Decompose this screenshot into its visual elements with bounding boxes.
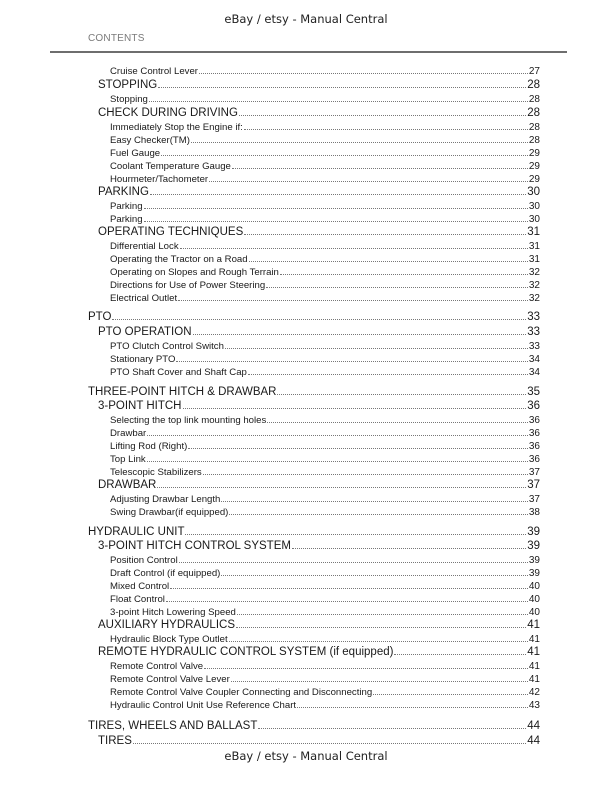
dot-leader bbox=[176, 361, 527, 362]
dot-leader bbox=[221, 575, 527, 576]
toc-entry-title: REMOTE HYDRAULIC CONTROL SYSTEM (if equipped) bbox=[98, 646, 394, 658]
toc-entry-title: Hourmeter/Tachometer bbox=[110, 174, 209, 185]
toc-page-number: 40 bbox=[528, 581, 540, 592]
dot-leader bbox=[237, 614, 528, 615]
toc-page-number: 37 bbox=[528, 467, 540, 478]
toc-entry-title: Operating the Tractor on a Road bbox=[110, 254, 248, 265]
toc-entry-title: STOPPING bbox=[98, 79, 158, 91]
dot-leader bbox=[225, 348, 528, 349]
toc-page-number: 41 bbox=[527, 646, 540, 658]
toc-entry-title: Easy Checker(TM) bbox=[110, 135, 190, 146]
toc-chapter-entry[interactable] bbox=[88, 526, 540, 538]
dot-leader bbox=[144, 221, 528, 222]
toc-page-number: 33 bbox=[527, 311, 540, 323]
toc-page-number: 37 bbox=[528, 494, 540, 505]
toc-subsection-entry[interactable] bbox=[110, 415, 540, 426]
toc-page-number: 33 bbox=[528, 341, 540, 352]
dot-leader bbox=[244, 129, 528, 130]
toc-page-number: 29 bbox=[528, 174, 540, 185]
toc-section-entry[interactable] bbox=[98, 479, 540, 491]
toc-entry-title: Coolant Temperature Gauge bbox=[110, 161, 231, 172]
toc-page-number: 28 bbox=[528, 94, 540, 105]
toc-entry-title: 3-POINT HITCH CONTROL SYSTEM bbox=[98, 540, 291, 552]
toc-entry-title: 3-POINT HITCH bbox=[98, 400, 182, 412]
toc-entry-title: Hydraulic Block Type Outlet bbox=[110, 634, 228, 645]
dot-leader bbox=[373, 694, 528, 695]
toc-entry-title: Cruise Control Lever bbox=[110, 66, 198, 77]
dot-leader bbox=[161, 155, 528, 156]
toc-page-number: 36 bbox=[527, 400, 540, 412]
toc-page-number: 39 bbox=[527, 526, 540, 538]
toc-chapter-entry[interactable] bbox=[88, 311, 540, 323]
dot-leader bbox=[133, 743, 526, 744]
toc-page-number: 28 bbox=[528, 135, 540, 146]
dot-leader bbox=[188, 448, 528, 449]
toc-entry-title: Position Control bbox=[110, 555, 178, 566]
toc-page-number: 39 bbox=[528, 568, 540, 579]
toc-subsection-entry[interactable] bbox=[110, 161, 540, 172]
dot-leader bbox=[185, 534, 526, 535]
toc-entry-title: Immediately Stop the Engine if: bbox=[110, 122, 243, 133]
toc-section-entry[interactable] bbox=[98, 619, 540, 631]
toc-section-entry[interactable] bbox=[98, 107, 540, 119]
toc-page-number: 30 bbox=[527, 186, 540, 198]
toc-entry-title: Hydraulic Control Unit Use Reference Chart bbox=[110, 700, 297, 711]
toc-page-number: 36 bbox=[528, 454, 540, 465]
dot-leader bbox=[249, 261, 528, 262]
dot-leader bbox=[277, 394, 526, 395]
toc-subsection-entry[interactable] bbox=[110, 581, 540, 592]
dot-leader bbox=[229, 514, 527, 515]
toc-entry-title: Electrical Outlet bbox=[110, 293, 178, 304]
dot-leader bbox=[248, 374, 528, 375]
toc-subsection-entry[interactable] bbox=[110, 594, 540, 605]
dot-leader bbox=[183, 408, 527, 409]
toc-entry-title: DRAWBAR bbox=[98, 479, 157, 491]
dot-leader bbox=[231, 681, 528, 682]
dot-leader bbox=[147, 461, 528, 462]
toc-page-number: 32 bbox=[528, 280, 540, 291]
header-divider bbox=[50, 51, 567, 53]
toc-subsection-entry[interactable] bbox=[110, 148, 540, 159]
toc-page-number: 34 bbox=[528, 354, 540, 365]
toc-subsection-entry[interactable] bbox=[110, 66, 540, 77]
dot-leader bbox=[280, 274, 528, 275]
toc-entry-title: Adjusting Drawbar Length bbox=[110, 494, 221, 505]
toc-subsection-entry[interactable] bbox=[110, 661, 540, 672]
toc-entry-title: PTO bbox=[88, 311, 112, 323]
toc-entry-title: CHECK DURING DRIVING bbox=[98, 107, 238, 119]
dot-leader bbox=[170, 588, 528, 589]
toc-section-entry[interactable] bbox=[98, 400, 540, 412]
dot-leader bbox=[166, 601, 528, 602]
dot-leader bbox=[179, 562, 528, 563]
dot-leader bbox=[150, 194, 526, 195]
toc-entry-title: Float Control bbox=[110, 594, 165, 605]
toc-subsection-entry[interactable] bbox=[110, 467, 540, 478]
toc-entry-title: HYDRAULIC UNIT bbox=[88, 526, 185, 538]
dot-leader bbox=[147, 435, 528, 436]
toc-page-number: 36 bbox=[528, 441, 540, 452]
toc-entry-title: Swing Drawbar(if equipped) bbox=[110, 507, 229, 518]
toc-page-number: 29 bbox=[528, 161, 540, 172]
toc-entry-title: PTO Clutch Control Switch bbox=[110, 341, 224, 352]
toc-subsection-entry[interactable] bbox=[110, 201, 540, 212]
toc-page-number: 31 bbox=[528, 241, 540, 252]
dot-leader bbox=[297, 707, 528, 708]
toc-entry-title: Parking bbox=[110, 214, 143, 225]
toc-entry-title: Drawbar bbox=[110, 428, 147, 439]
toc-entry-title: Mixed Control bbox=[110, 581, 170, 592]
toc-subsection-entry[interactable] bbox=[110, 555, 540, 566]
toc-entry-title: Parking bbox=[110, 201, 143, 212]
toc-section-entry[interactable] bbox=[98, 646, 540, 658]
toc-page-number: 28 bbox=[527, 107, 540, 119]
toc-entry-title: TIRES bbox=[98, 735, 132, 747]
toc-entry-title: Remote Control Valve Lever bbox=[110, 674, 230, 685]
toc-entry-title: Operating on Slopes and Rough Terrain bbox=[110, 267, 279, 278]
toc-page-number: 32 bbox=[528, 267, 540, 278]
dot-leader bbox=[236, 627, 526, 628]
toc-page-number: 33 bbox=[527, 326, 540, 338]
dot-leader bbox=[203, 474, 528, 475]
toc-entry-title: Fuel Gauge bbox=[110, 148, 161, 159]
dot-leader bbox=[112, 319, 526, 320]
dot-leader bbox=[157, 487, 526, 488]
toc-subsection-entry[interactable] bbox=[110, 454, 540, 465]
toc-subsection-entry[interactable] bbox=[110, 634, 540, 645]
dot-leader bbox=[191, 142, 528, 143]
toc-page-number: 41 bbox=[528, 674, 540, 685]
toc-section-entry[interactable] bbox=[98, 186, 540, 198]
toc-chapter-entry[interactable] bbox=[88, 386, 540, 398]
header-watermark: eBay / etsy - Manual Central bbox=[224, 12, 388, 26]
toc-entry-title: Top Link bbox=[110, 454, 146, 465]
toc-page-number: 28 bbox=[528, 122, 540, 133]
toc-page-number: 37 bbox=[527, 479, 540, 491]
toc-subsection-entry[interactable] bbox=[110, 367, 540, 378]
toc-entry-title: Directions for Use of Power Steering bbox=[110, 280, 266, 291]
toc-entry-title: AUXILIARY HYDRAULICS bbox=[98, 619, 235, 631]
toc-section-entry[interactable] bbox=[98, 79, 540, 91]
toc-page-number: 32 bbox=[528, 293, 540, 304]
toc-page-number: 34 bbox=[528, 367, 540, 378]
toc-entry-title: THREE-POINT HITCH & DRAWBAR bbox=[88, 386, 277, 398]
toc-page-number: 41 bbox=[528, 634, 540, 645]
toc-page-number: 38 bbox=[528, 507, 540, 518]
toc-subsection-entry[interactable] bbox=[110, 241, 540, 252]
toc-subsection-entry[interactable] bbox=[110, 674, 540, 685]
toc-subsection-entry[interactable] bbox=[110, 174, 540, 185]
toc-section-entry[interactable] bbox=[98, 735, 540, 747]
toc-section-entry[interactable] bbox=[98, 226, 540, 238]
section-label: CONTENTS bbox=[88, 33, 145, 44]
toc-subsection-entry[interactable] bbox=[110, 507, 540, 518]
dot-leader bbox=[209, 181, 528, 182]
dot-leader bbox=[204, 668, 528, 669]
toc-chapter-entry[interactable] bbox=[88, 720, 540, 732]
dot-leader bbox=[193, 334, 527, 335]
toc-subsection-entry[interactable] bbox=[110, 687, 540, 698]
dot-leader bbox=[258, 728, 526, 729]
toc-page-number: 31 bbox=[527, 226, 540, 238]
dot-leader bbox=[158, 87, 526, 88]
toc-subsection-entry[interactable] bbox=[110, 354, 540, 365]
toc-subsection-entry[interactable] bbox=[110, 254, 540, 265]
dot-leader bbox=[232, 168, 528, 169]
toc-page-number: 39 bbox=[528, 555, 540, 566]
toc-entry-title: Stationary PTO bbox=[110, 354, 176, 365]
toc-subsection-entry[interactable] bbox=[110, 607, 540, 618]
toc-subsection-entry[interactable] bbox=[110, 428, 540, 439]
toc-section-entry[interactable] bbox=[98, 326, 540, 338]
toc-entry-title: 3-point Hitch Lowering Speed bbox=[110, 607, 236, 618]
toc-section-entry[interactable] bbox=[98, 540, 540, 552]
toc-entry-title: Draft Control (if equipped) bbox=[110, 568, 221, 579]
toc-page-number: 27 bbox=[528, 66, 540, 77]
toc-subsection-entry[interactable] bbox=[110, 135, 540, 146]
dot-leader bbox=[394, 654, 526, 655]
toc-page-number: 41 bbox=[527, 619, 540, 631]
dot-leader bbox=[199, 73, 528, 74]
toc-entry-title: Remote Control Valve Coupler Connecting and Disconnecting bbox=[110, 687, 373, 698]
toc-subsection-entry[interactable] bbox=[110, 280, 540, 291]
dot-leader bbox=[266, 287, 528, 288]
toc-subsection-entry[interactable] bbox=[110, 122, 540, 133]
toc-page-number: 29 bbox=[528, 148, 540, 159]
toc-subsection-entry[interactable] bbox=[110, 441, 540, 452]
toc-page-number: 40 bbox=[528, 607, 540, 618]
toc-entry-title: Remote Control Valve bbox=[110, 661, 204, 672]
toc-page-number: 30 bbox=[528, 201, 540, 212]
toc-entry-title: Differential Lock bbox=[110, 241, 179, 252]
toc-entry-title: OPERATING TECHNIQUES bbox=[98, 226, 244, 238]
toc-entry-title: PARKING bbox=[98, 186, 149, 198]
toc-entry-title: Selecting the top link mounting holes bbox=[110, 415, 267, 426]
toc-subsection-entry[interactable] bbox=[110, 214, 540, 225]
dot-leader bbox=[178, 300, 528, 301]
toc-page-number: 31 bbox=[528, 254, 540, 265]
dot-leader bbox=[149, 101, 528, 102]
toc-page-number: 44 bbox=[527, 735, 540, 747]
toc-page-number: 43 bbox=[528, 700, 540, 711]
toc-entry-title: Telescopic Stabilizers bbox=[110, 467, 202, 478]
dot-leader bbox=[221, 501, 527, 502]
footer-watermark: eBay / etsy - Manual Central bbox=[224, 749, 388, 763]
toc-entry-title: Lifting Rod (Right) bbox=[110, 441, 188, 452]
toc-page-number: 36 bbox=[528, 415, 540, 426]
toc-page-number: 36 bbox=[528, 428, 540, 439]
toc-entry-title: PTO Shaft Cover and Shaft Cap bbox=[110, 367, 247, 378]
toc-subsection-entry[interactable] bbox=[110, 568, 540, 579]
toc-page-number: 41 bbox=[528, 661, 540, 672]
toc-subsection-entry[interactable] bbox=[110, 293, 540, 304]
toc-page-number: 28 bbox=[527, 79, 540, 91]
dot-leader bbox=[229, 641, 528, 642]
dot-leader bbox=[180, 248, 528, 249]
dot-leader bbox=[239, 115, 526, 116]
toc-entry-title: TIRES, WHEELS AND BALLAST bbox=[88, 720, 258, 732]
toc-subsection-entry[interactable] bbox=[110, 700, 540, 711]
toc-page-number: 42 bbox=[528, 687, 540, 698]
toc-subsection-entry[interactable] bbox=[110, 94, 540, 105]
toc-page-number: 40 bbox=[528, 594, 540, 605]
dot-leader bbox=[144, 208, 528, 209]
toc-page-number: 30 bbox=[528, 214, 540, 225]
toc-page-number: 39 bbox=[527, 540, 540, 552]
toc-subsection-entry[interactable] bbox=[110, 267, 540, 278]
toc-subsection-entry[interactable] bbox=[110, 494, 540, 505]
toc-subsection-entry[interactable] bbox=[110, 341, 540, 352]
dot-leader bbox=[292, 548, 526, 549]
dot-leader bbox=[267, 422, 528, 423]
toc-page-number: 35 bbox=[527, 386, 540, 398]
toc-page-number: 44 bbox=[527, 720, 540, 732]
toc-entry-title: PTO OPERATION bbox=[98, 326, 192, 338]
dot-leader bbox=[244, 234, 526, 235]
toc-entry-title: Stopping bbox=[110, 94, 148, 105]
